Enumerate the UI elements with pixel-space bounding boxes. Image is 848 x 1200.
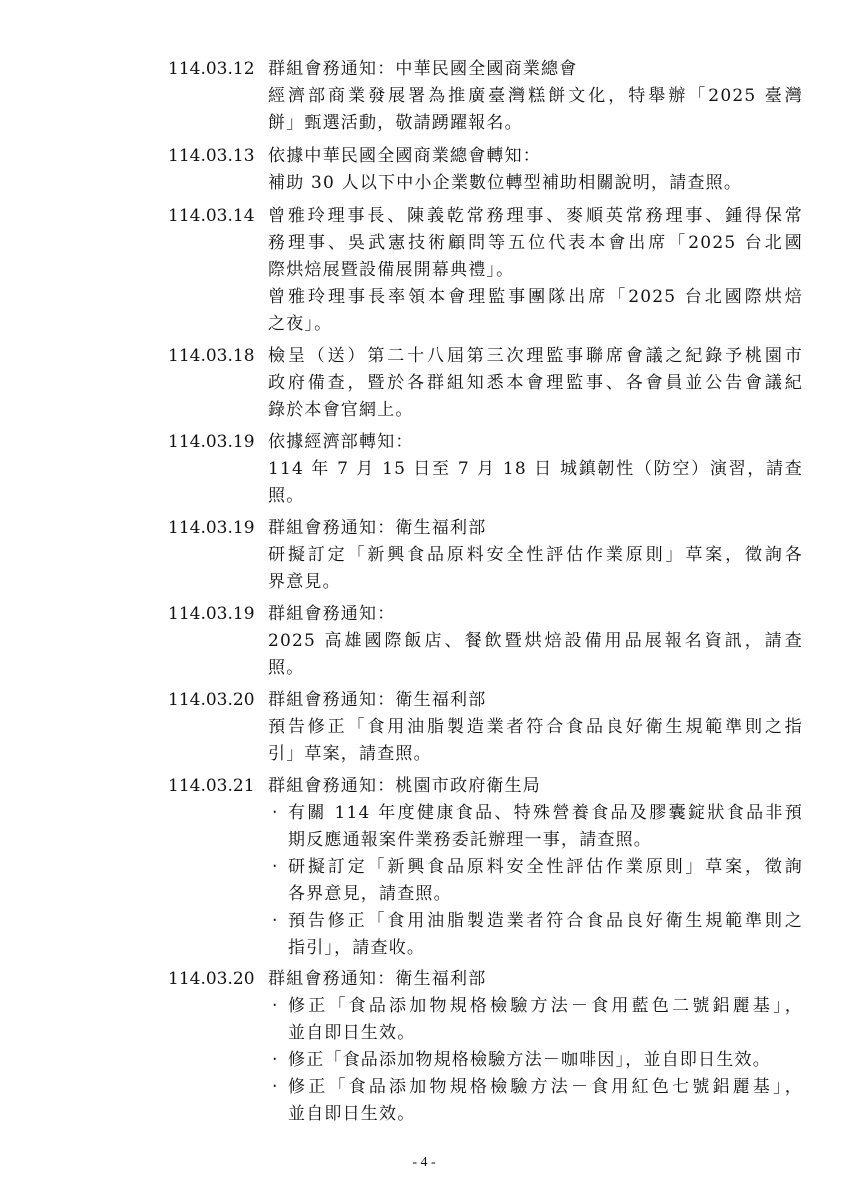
notice-text-line: 際烘焙展暨設備展開幕典禮」。 bbox=[268, 260, 515, 280]
notice-heading: 檢呈（送）第二十八屆第三次理監事聯席會議之紀錄予桃園市 bbox=[268, 346, 803, 366]
notice-heading: 依據中華民國全國商業總會轉知： bbox=[268, 146, 541, 166]
bullet-item bbox=[268, 854, 803, 908]
notice-content bbox=[268, 143, 803, 197]
notice-content bbox=[268, 429, 803, 510]
bullet-dot-icon: ‧ bbox=[272, 1077, 278, 1097]
notice-text-line: 研擬訂定「新興食品原料安全性評估作業原則」草案，徵詢各 bbox=[268, 545, 803, 565]
bullet-text-line: 有關 114 年度健康食品、特殊營養食品及膠囊錠狀食品非預 bbox=[288, 803, 803, 823]
notice-content bbox=[268, 601, 803, 682]
notice-text-line: 114 年 7 月 15 日至 7 月 18 日 城鎮韌性（防空）演習，請查 bbox=[268, 459, 803, 479]
notice-date: 114.03.19 bbox=[168, 432, 255, 452]
bullet-item bbox=[268, 1074, 803, 1128]
bullet-item bbox=[268, 800, 803, 854]
notice-heading: 群組會務通知：衛生福利部 bbox=[268, 690, 487, 710]
bullet-item bbox=[268, 993, 803, 1047]
bullet-text-line: 預告修正「食用油脂製造業者符合食品良好衛生規範準則之 bbox=[288, 911, 803, 931]
notice-text-line: 界意見。 bbox=[268, 572, 341, 592]
bullet-text-line: 並自即日生效。 bbox=[288, 1023, 416, 1043]
notice-heading: 群組會務通知：桃園市政府衛生局 bbox=[268, 776, 541, 796]
notice-date: 114.03.19 bbox=[168, 518, 255, 538]
bullet-dot-icon: ‧ bbox=[272, 803, 278, 823]
notice-content bbox=[268, 966, 803, 1128]
notice-content bbox=[268, 343, 803, 424]
notice-text-line: 照。 bbox=[268, 486, 305, 506]
notice-heading: 群組會務通知：衛生福利部 bbox=[268, 518, 487, 538]
bullet-text-line: 指引」，請查收。 bbox=[288, 938, 426, 958]
notice-text-line: 務理事、吳武憲技術顧問等五位代表本會出席「2025 台北國 bbox=[268, 233, 803, 253]
bullet-text-line: 各界意見，請查照。 bbox=[288, 884, 452, 904]
notice-date: 114.03.12 bbox=[168, 59, 255, 79]
notice-text-line: 餅」甄選活動，敬請踴躍報名。 bbox=[268, 113, 523, 133]
bullet-text-line: 修正「食品添加物規格檢驗方法－咖啡因」，並自即日生效。 bbox=[288, 1050, 771, 1070]
notice-heading: 群組會務通知： bbox=[268, 604, 396, 624]
notice-content bbox=[268, 56, 803, 137]
notice-content bbox=[268, 687, 803, 768]
notice-date: 114.03.19 bbox=[168, 604, 255, 624]
bullet-text-line: 期反應通報案件業務委託辦理一事，請查照。 bbox=[288, 830, 652, 850]
notice-date: 114.03.14 bbox=[168, 206, 255, 226]
notice-text-line: 之夜」。 bbox=[268, 314, 333, 334]
notice-heading: 依據經濟部轉知： bbox=[268, 432, 414, 452]
bullet-dot-icon: ‧ bbox=[272, 996, 278, 1016]
page-number: - 4 - bbox=[412, 1155, 436, 1170]
bullet-dot-icon: ‧ bbox=[272, 857, 278, 877]
notice-text-line: 2025 高雄國際飯店、餐飲暨烘焙設備用品展報名資訊，請查 bbox=[268, 631, 803, 651]
bullet-dot-icon: ‧ bbox=[272, 1050, 278, 1070]
notice-content bbox=[268, 773, 803, 962]
notice-date: 114.03.21 bbox=[168, 776, 255, 796]
notice-text-line: 經濟部商業發展署為推廣臺灣糕餅文化，特舉辦「2025 臺灣 bbox=[268, 86, 803, 106]
notice-text-line: 曾雅玲理事長率領本會理監事團隊出席「2025 台北國際烘焙 bbox=[268, 287, 803, 307]
notice-heading: 曾雅玲理事長、陳義乾常務理事、麥順英常務理事、鍾得保常 bbox=[268, 206, 803, 226]
bullet-text-line: 修正「食品添加物規格檢驗方法－食用藍色二號鋁麗基」， bbox=[288, 996, 803, 1016]
notice-date: 114.03.20 bbox=[168, 690, 255, 710]
notice-text-line: 預告修正「食用油脂製造業者符合食品良好衛生規範準則之指 bbox=[268, 717, 803, 737]
notice-text-line: 引」草案，請查照。 bbox=[268, 744, 432, 764]
bullet-text-line: 修正「食品添加物規格檢驗方法－食用紅色七號鋁麗基」， bbox=[288, 1077, 803, 1097]
bullet-dot-icon: ‧ bbox=[272, 911, 278, 931]
notice-date: 114.03.18 bbox=[168, 346, 255, 366]
notice-content bbox=[268, 515, 803, 596]
bullet-item bbox=[268, 908, 803, 962]
bullet-text-line: 並自即日生效。 bbox=[288, 1104, 416, 1124]
notice-heading: 群組會務通知：衛生福利部 bbox=[268, 969, 487, 989]
notice-text-line: 錄於本會官網上。 bbox=[268, 400, 414, 420]
notice-text-line: 補助 30 人以下中小企業數位轉型補助相關說明，請查照。 bbox=[268, 173, 743, 193]
notice-date: 114.03.13 bbox=[168, 146, 255, 166]
notice-content bbox=[268, 203, 803, 338]
notice-heading: 群組會務通知：中華民國全國商業總會 bbox=[268, 59, 578, 79]
bullet-text-line: 研擬訂定「新興食品原料安全性評估作業原則」草案，徵詢 bbox=[288, 857, 803, 877]
notice-date: 114.03.20 bbox=[168, 969, 255, 989]
notice-text-line: 照。 bbox=[268, 658, 305, 678]
bullet-item bbox=[268, 1047, 803, 1074]
notice-text-line: 政府備查，暨於各群組知悉本會理監事、各會員並公告會議紀 bbox=[268, 373, 803, 393]
